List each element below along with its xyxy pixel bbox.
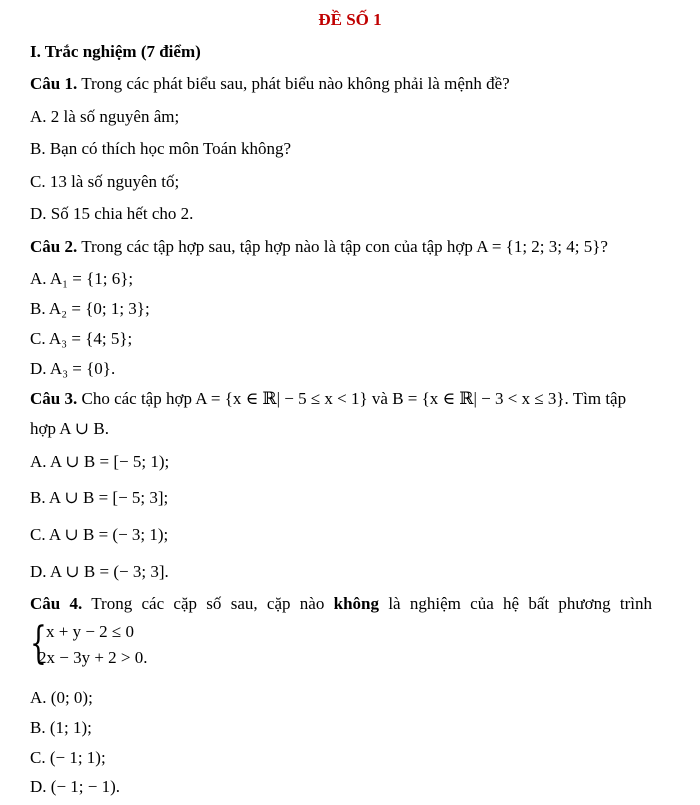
question-4-label: Câu 4. (30, 594, 83, 613)
system-line-2 (38, 648, 148, 668)
question-3-option-d: D. A ∪ B = (− 3; 3]. (30, 562, 169, 581)
question-3-label: Câu 3. (30, 389, 78, 408)
system-brace: { (30, 618, 47, 669)
question-1-text: Trong các phát biểu sau, phát biểu nào không phải là mệnh đề? (81, 74, 510, 93)
question-1-option-d: D. Số 15 chia hết cho 2. (30, 204, 194, 223)
question-2-label: Câu 2. (30, 237, 78, 256)
question-1-option-b: B. Bạn có thích học môn Toán không? (30, 139, 292, 158)
question-1-option-a: A. 2 là số nguyên âm; (30, 107, 180, 126)
question-4-option-a: A. (0; 0); (30, 688, 93, 707)
question-4-option-b: B. (1; 1); (30, 718, 92, 737)
system-line-2-text: 2x − 3y + 2 > 0 (38, 648, 144, 667)
question-3-option-c: C. A ∪ B = (− 3; 1); (30, 525, 169, 544)
question-4 (30, 594, 652, 614)
question-4-text-bold: không (333, 594, 380, 613)
question-4-text-pre: Trong các cặp số sau, cặp nào (91, 594, 325, 613)
question-2-text: Trong các tập hợp sau, tập hợp nào là tập con của tập hợp A = {1; 2; 3; 4; 5}? (81, 237, 608, 256)
question-4-text-post: là nghiệm của hệ bất phương trình (388, 594, 653, 613)
question-2-option-c: C. A₃ = {4; 5}; (30, 329, 133, 348)
question-2-option-b: B. A₂ = {0; 1; 3}; (30, 299, 150, 318)
document-title: ĐỀ SỐ 1 (318, 10, 382, 29)
question-1-label: Câu 1. (30, 74, 78, 93)
question-3-option-b: B. A ∪ B = [− 5; 3]; (30, 488, 169, 507)
question-3-text-line1: Cho các tập hợp A = {x ∈ ℝ| − 5 ≤ x < 1} và B = {x ∈ ℝ| − 3 < x ≤ 3}. Tìm tập (81, 389, 627, 408)
system-line-1: x + y − 2 ≤ 0 (46, 622, 135, 641)
question-3 (30, 389, 626, 409)
section-heading: I. Trắc nghiệm (7 điểm) (30, 42, 201, 61)
question-4-option-d: D. (− 1; − 1). (30, 777, 120, 796)
question-4-option-c: C. (− 1; 1); (30, 748, 106, 767)
question-2-option-d: D. A₃ = {0}. (30, 359, 116, 378)
question-2-option-a: A. A₁ = {1; 6}; (30, 269, 134, 288)
question-3-option-a: A. A ∪ B = [− 5; 1); (30, 452, 170, 471)
question-2 (30, 237, 608, 257)
system-end-period: . (143, 648, 148, 667)
question-3-text-line2: hợp A ∪ B. (30, 419, 109, 438)
question-1 (30, 74, 510, 94)
question-1-option-c: C. 13 là số nguyên tố; (30, 172, 180, 191)
